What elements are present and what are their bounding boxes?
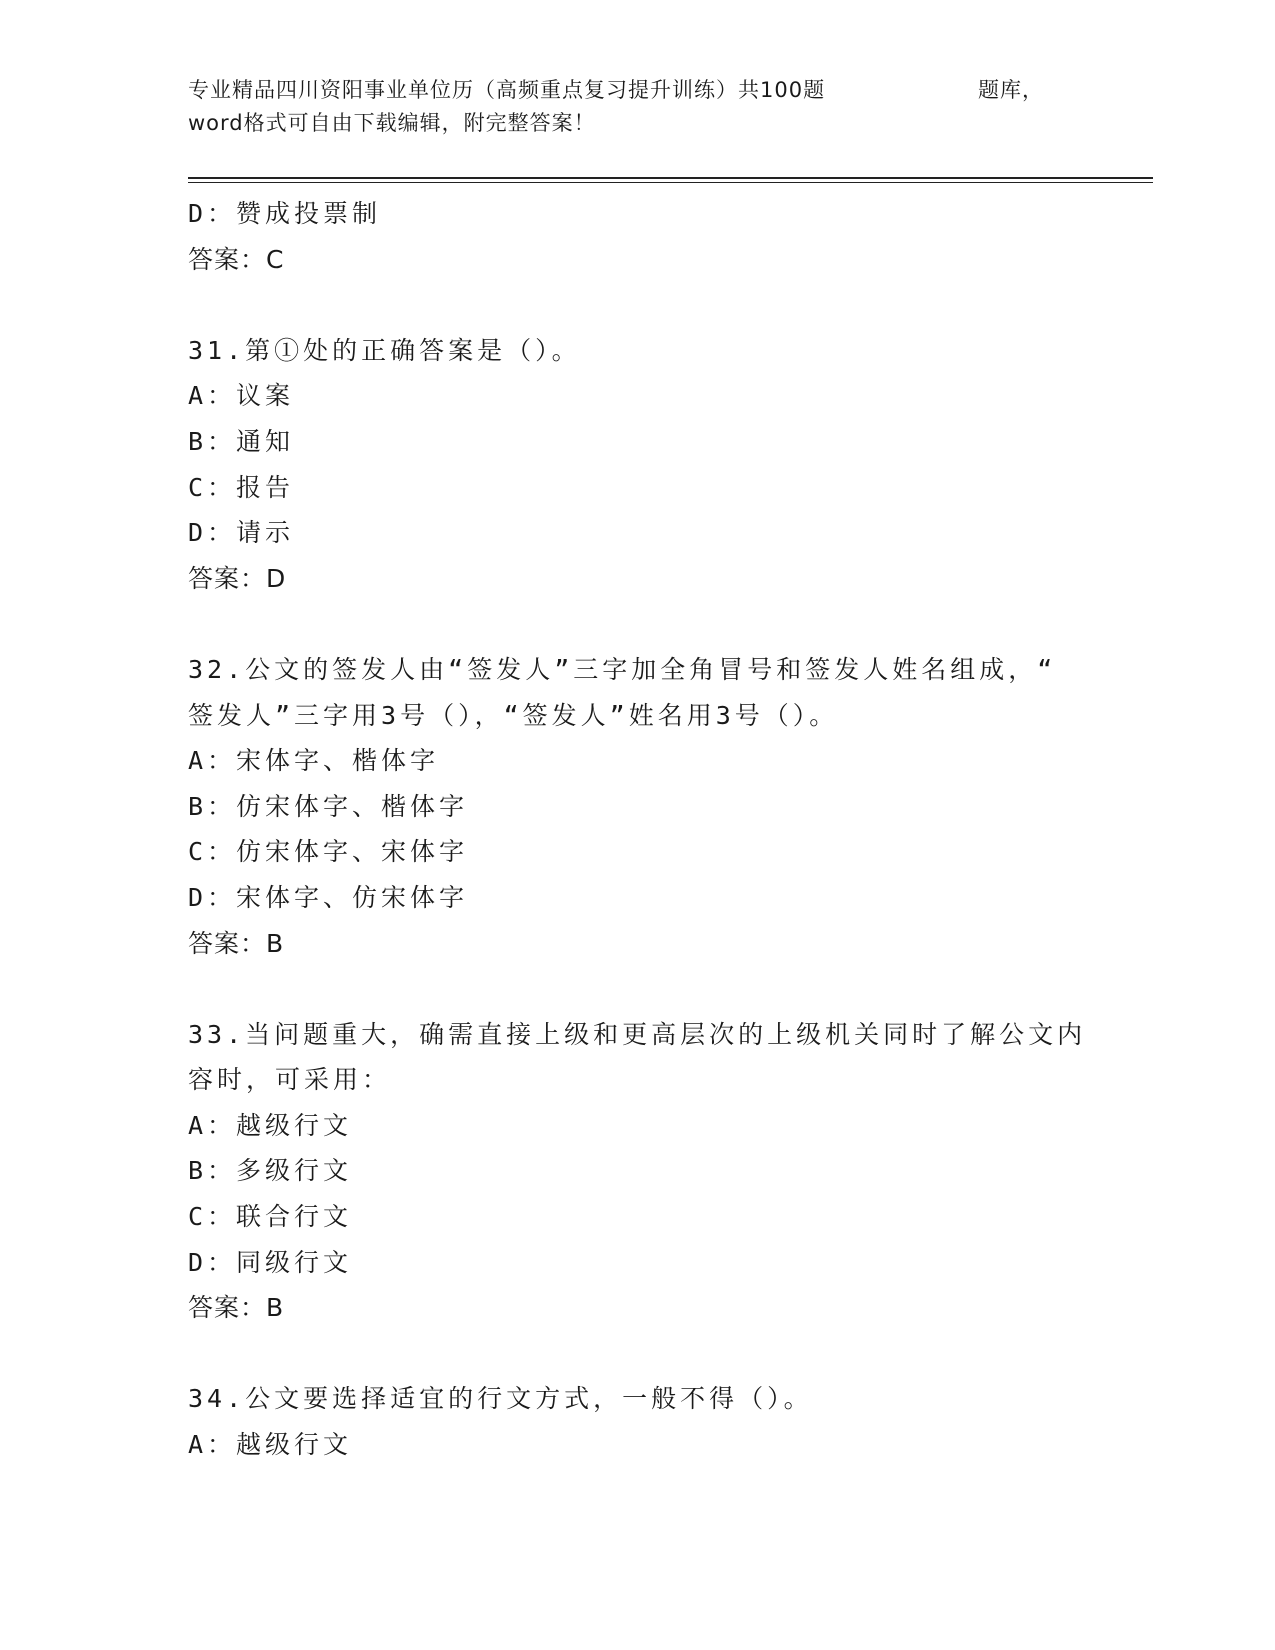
option-a: A：议案 [188, 381, 295, 411]
option-a: A：宋体字、楷体字 [188, 746, 440, 776]
question-32-line-2: 签发人”三字用3号（），“签发人”姓名用3号（）。 [188, 700, 839, 730]
header-title-suffix: 题库， [978, 78, 1044, 102]
option-a: A：越级行文 [188, 1110, 353, 1140]
question-31: 31.第①处的正确答案是（）。 [188, 335, 581, 365]
spacer [188, 601, 1088, 647]
header-divider-thick [188, 177, 1153, 179]
question-content [188, 191, 1088, 1468]
question-32-line-1: 32.公文的签发人由“签发人”三字加全角冒号和签发人姓名组成，“ [188, 654, 1057, 684]
header-divider-thin [188, 182, 1153, 183]
option-d: D：赞成投票制 [188, 199, 382, 228]
option-d: D：请示 [188, 518, 295, 548]
document-header [188, 74, 1148, 140]
spacer [188, 282, 1088, 328]
option-b: B：通知 [188, 426, 295, 456]
option-a: A：越级行文 [188, 1430, 353, 1460]
answer-line: 答案：B [188, 1293, 285, 1323]
answer-line: 答案：D [188, 563, 287, 593]
option-d: D：同级行文 [188, 1247, 353, 1277]
header-line-2: word格式可自由下载编辑，附完整答案！ [188, 111, 596, 135]
question-33-line-2: 容时，可采用： [188, 1065, 392, 1095]
option-d: D：宋体字、仿宋体字 [188, 882, 469, 912]
option-c: C：仿宋体字、宋体字 [188, 837, 469, 867]
header-line-1 [188, 74, 1148, 107]
answer-line: 答案：B [188, 928, 285, 958]
header-title: 专业精品四川资阳事业单位历（高频重点复习提升训练）共100题 [188, 78, 826, 102]
spacer [188, 966, 1088, 1012]
spacer [188, 1331, 1088, 1377]
option-b: B：多级行文 [188, 1156, 353, 1186]
option-c: C：报告 [188, 472, 295, 502]
answer-line: 答案：C [188, 244, 285, 274]
question-34: 34.公文要选择适宜的行文方式，一般不得（）。 [188, 1384, 813, 1414]
option-c: C：联合行文 [188, 1202, 353, 1232]
question-33-line-1: 33.当问题重大，确需直接上级和更高层次的上级机关同时了解公文内 [188, 1019, 1087, 1049]
option-b: B：仿宋体字、楷体字 [188, 791, 469, 821]
